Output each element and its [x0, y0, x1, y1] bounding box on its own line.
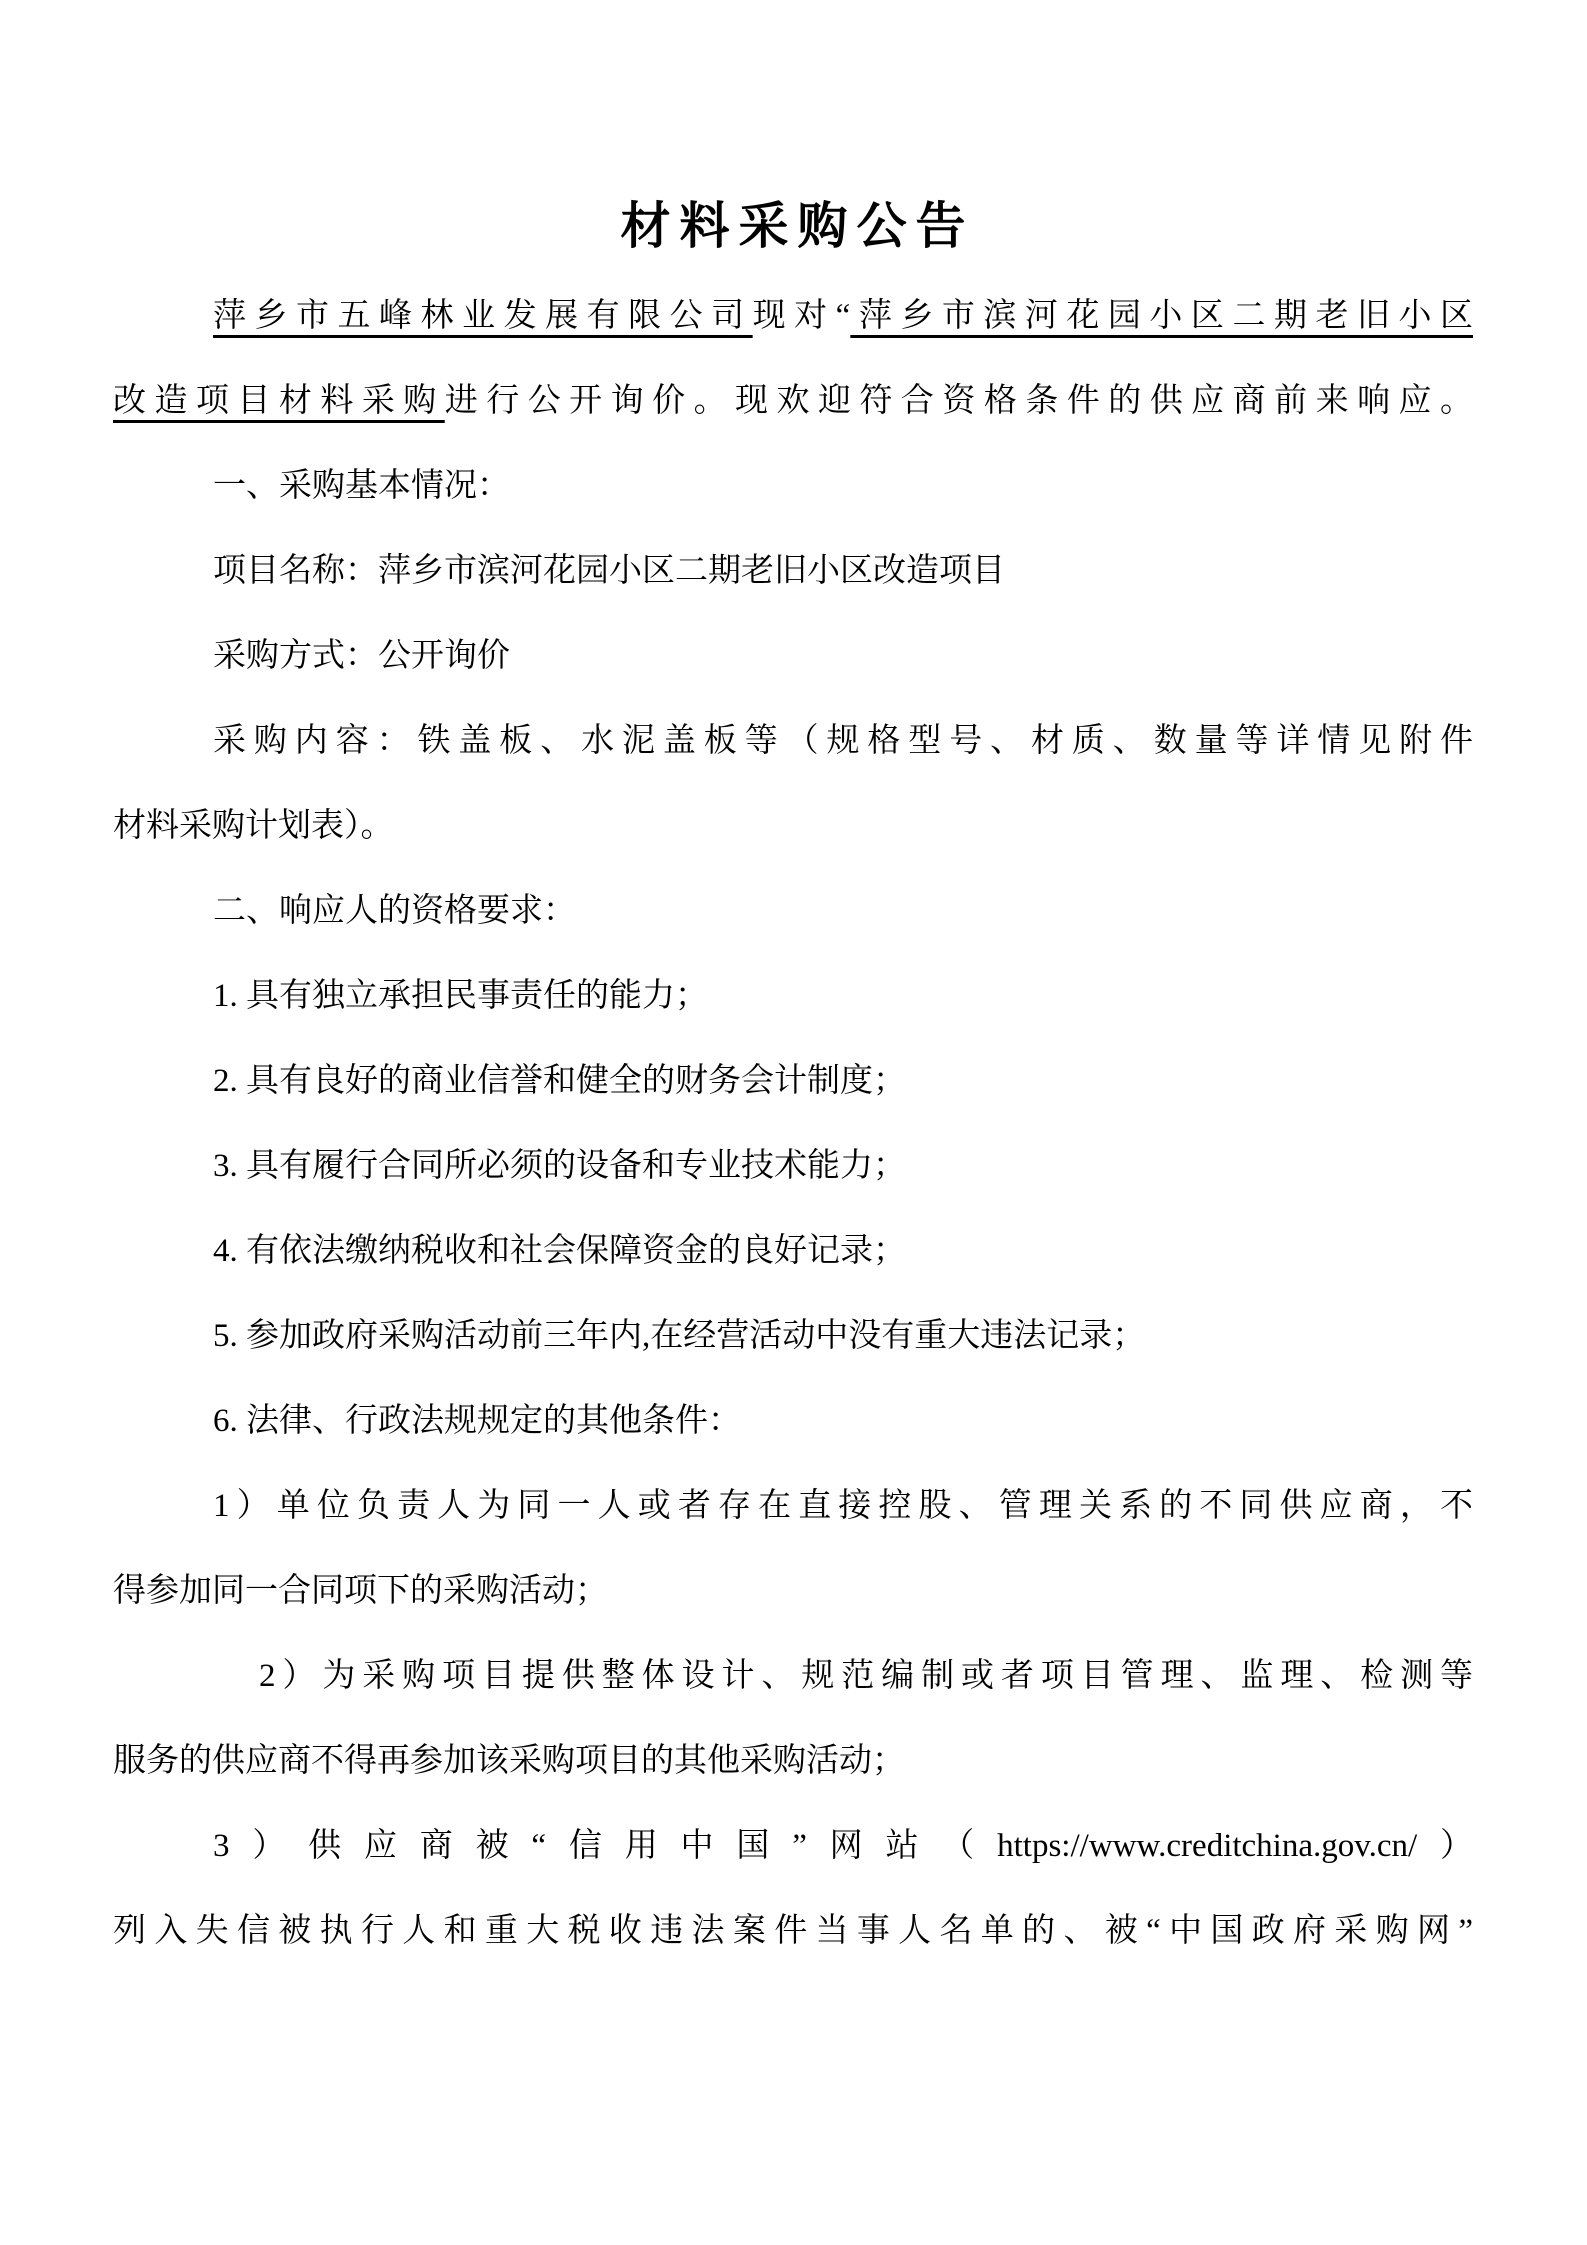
text-line — [113, 1124, 1473, 1209]
text-segment: 项目名称：萍乡市滨河花园小区二期老旧小区改造项目 — [213, 553, 1005, 589]
text-segment: 采购内容：铁盖板、水泥盖板等（规格型号、材质、数量等详情见附件 — [213, 723, 1473, 759]
underlined-text: 改造项目材料采购 — [113, 383, 445, 419]
text-line — [113, 529, 1473, 614]
page-title: 材料采购公告 — [620, 198, 975, 254]
text-segment: 3）供应商被“信用中国”网站（https://www.creditchina.gov.cn/） — [213, 1828, 1473, 1864]
text-line — [113, 784, 1473, 869]
text-line — [113, 614, 1473, 699]
text-segment: 现对“ — [752, 298, 851, 334]
text-segment: 列入失信被执行人和重大税收违法案件当事人名单的、被“中国政府采购网” — [113, 1913, 1473, 1949]
text-segment: 2）为采购项目提供整体设计、规范编制或者项目管理、监理、检测等 — [259, 1658, 1473, 1694]
text-segment: 5. 参加政府采购活动前三年内,在经营活动中没有重大违法记录； — [213, 1318, 1146, 1354]
text-segment: 得参加同一合同项下的采购活动； — [113, 1573, 608, 1609]
text-segment: 材料采购计划表）。 — [113, 808, 394, 844]
text-line — [113, 444, 1473, 529]
text-line — [113, 1889, 1473, 1974]
text-segment: 6. 法律、行政法规规定的其他条件： — [213, 1403, 741, 1439]
text-line — [113, 1209, 1473, 1294]
text-segment: 服务的供应商不得再参加该采购项目的其他采购活动； — [113, 1743, 905, 1779]
text-line — [113, 869, 1473, 954]
text-line — [113, 1464, 1473, 1549]
text-segment: 1）单位负责人为同一人或者存在直接控股、管理关系的不同供应商，不 — [213, 1488, 1473, 1524]
text-line — [113, 1719, 1473, 1804]
text-line — [113, 699, 1473, 784]
text-line — [113, 1379, 1473, 1464]
underlined-text: 萍乡市五峰林业发展有限公司 — [213, 298, 753, 334]
document-content — [113, 0, 1473, 1974]
text-line — [113, 359, 1473, 444]
text-segment: 2. 具有良好的商业信誉和健全的财务会计制度； — [213, 1063, 906, 1099]
text-line — [113, 954, 1473, 1039]
text-line — [113, 1549, 1473, 1634]
document-body — [113, 274, 1473, 1974]
text-segment: 二、响应人的资格要求： — [213, 893, 576, 929]
text-line — [113, 1294, 1473, 1379]
text-segment: 4. 有依法缴纳税收和社会保障资金的良好记录； — [213, 1233, 906, 1269]
text-line — [113, 1039, 1473, 1124]
text-line — [113, 1634, 1473, 1719]
text-line — [113, 1804, 1473, 1889]
underlined-text: 萍乡市滨河花园小区二期老旧小区 — [850, 298, 1474, 334]
text-segment: 3. 具有履行合同所必须的设备和专业技术能力； — [213, 1148, 906, 1184]
text-segment: 1. 具有独立承担民事责任的能力； — [213, 978, 708, 1014]
text-segment: 进行公开询价。现欢迎符合资格条件的供应商前来响应。 — [444, 383, 1473, 419]
text-segment: 采购方式：公开询价 — [213, 638, 510, 674]
text-line — [113, 274, 1473, 359]
text-segment: 一、采购基本情况： — [213, 468, 510, 504]
